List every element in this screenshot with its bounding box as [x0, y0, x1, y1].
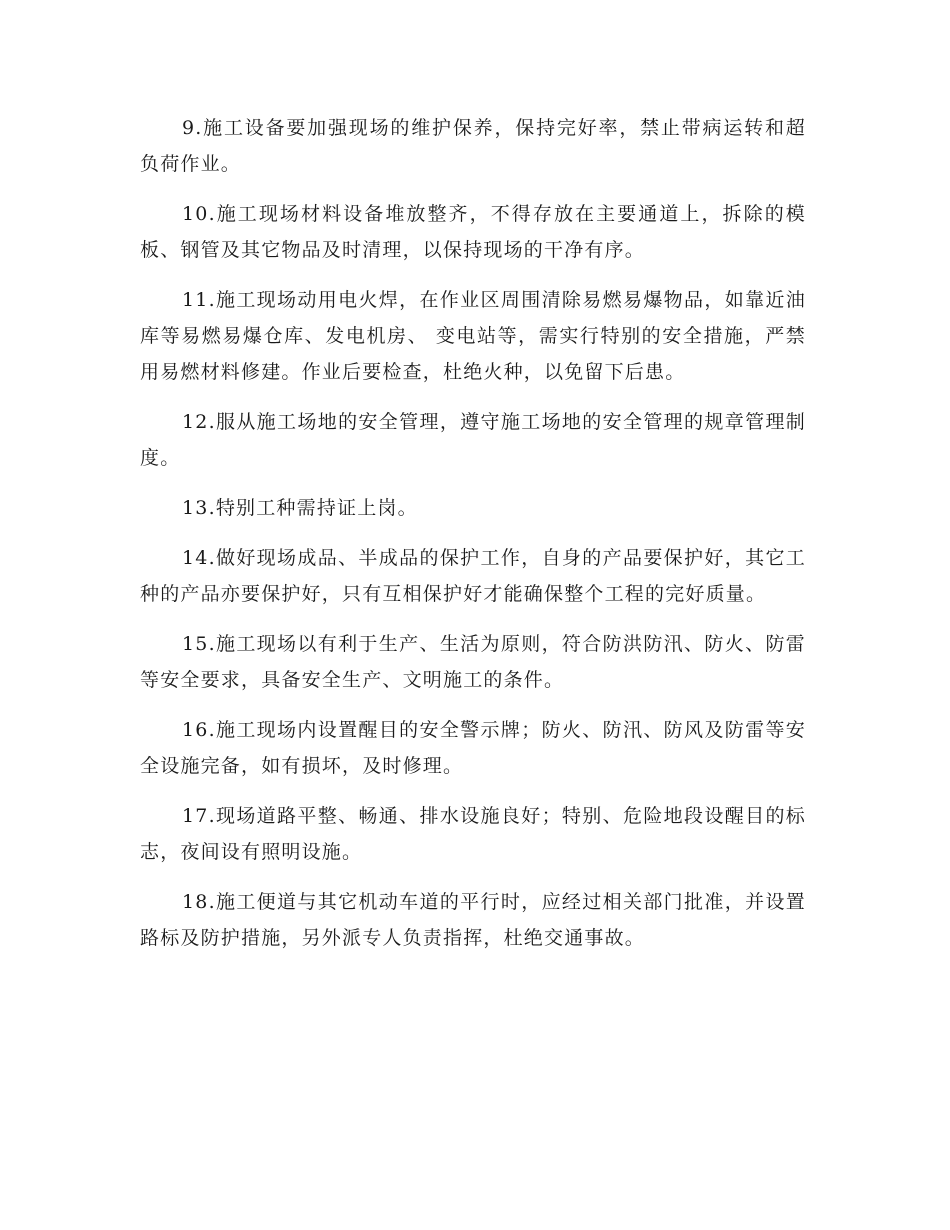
- paragraph-item-18: 18.施工便道与其它机动车道的平行时，应经过相关部门批准，并设置路标及防护措施，另外派专人负责指挥，杜绝交通事故。: [140, 891, 806, 949]
- paragraph-item-14: 14.做好现场成品、半成品的保护工作，自身的产品要保护好，其它工种的产品亦要保护好，只有互相保护好才能确保整个工程的完好质量。: [140, 547, 806, 605]
- paragraph-item-15: 15.施工现场以有利于生产、生活为原则，符合防洪防汛、防火、防雷等安全要求，具备安全生产、文明施工的条件。: [140, 633, 806, 691]
- paragraph-item-16: 16.施工现场内设置醒目的安全警示牌；防火、防汛、防风及防雷等安全设施完备，如有损坏，及时修理。: [140, 719, 806, 777]
- document-body: [140, 110, 806, 970]
- paragraph-item-10: 10.施工现场材料设备堆放整齐，不得存放在主要通道上，拆除的模板、钢管及其它物品及时清理，以保持现场的干净有序。: [140, 203, 806, 261]
- paragraph-item-11: 11.施工现场动用电火焊，在作业区周围清除易燃易爆物品，如靠近油库等易燃易爆仓库、发电机房、 变电站等，需实行特别的安全措施，严禁用易燃材料修建。作业后要检查，杜绝火种，以免留下后患。: [140, 289, 806, 383]
- paragraph-item-9: 9.施工设备要加强现场的维护保养，保持完好率，禁止带病运转和超负荷作业。: [140, 117, 806, 175]
- paragraph-item-13: 13.特别工种需持证上岗。: [182, 497, 418, 519]
- paragraph-item-12: 12.服从施工场地的安全管理，遵守施工场地的安全管理的规章管理制度。: [140, 411, 806, 469]
- paragraph-item-17: 17.现场道路平整、畅通、排水设施良好；特别、危险地段设醒目的标志，夜间设有照明设施。: [140, 805, 806, 863]
